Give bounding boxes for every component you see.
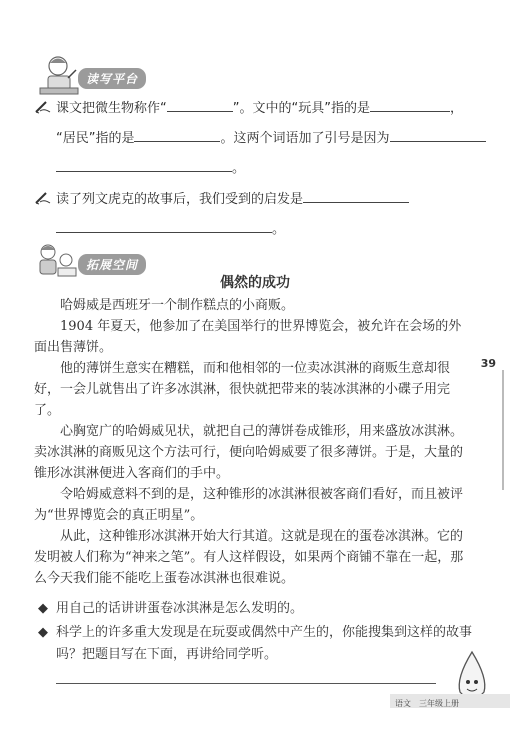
pen-write-icon — [34, 191, 52, 205]
question-1-line-1: 课文把微生物称作“ ”。文中的“玩具”指的是 ， — [56, 101, 463, 116]
bullet-text: 用自己的话讲讲蛋卷冰淇淋是怎么发明的。 — [56, 601, 304, 616]
answer-blank[interactable] — [56, 159, 232, 172]
story-paragraph: 1904 年夏天，他参加了在美国举行的世界博览会，被允许在会场的外面出售薄饼。 — [34, 319, 462, 355]
answer-blank[interactable] — [134, 129, 220, 142]
bullet-text: 科学上的许多重大发现是在玩耍或偶然中产生的，你能搜集到这样的故事吗？把题目写在下面，再讲给同学听。 — [56, 625, 473, 662]
page-number: 39 — [480, 357, 496, 370]
section-badge-reading-writing — [34, 52, 174, 98]
bullet-item — [38, 598, 478, 620]
question-2-line-2: 。 — [56, 220, 285, 238]
question-1-line-3: 。 — [56, 159, 245, 177]
footer-label: 语文 三年级上册 — [395, 699, 459, 708]
story-title: 偶然的成功 — [220, 275, 290, 291]
story-body — [34, 295, 466, 589]
pen-write-icon — [34, 100, 52, 114]
answer-line[interactable] — [56, 683, 436, 684]
answer-blank[interactable] — [370, 99, 450, 112]
answer-blank[interactable] — [167, 99, 233, 112]
bullet-item — [38, 622, 478, 666]
story-paragraph: 从此，这种锥形冰淇淋开始大行其道。这就是现在的蛋卷冰淇淋。它的发明被人们称为“神来之笔”。有人这样假设，如果两个商铺不靠在一起，那么今天我们能不能吃上蛋卷冰淇淋也很难说。 — [34, 529, 464, 586]
answer-blank[interactable] — [390, 129, 486, 142]
story-paragraph: 令哈姆威意料不到的是，这种锥形的冰淇淋很被客商们看好，而且被评为“世界博览会的真正明星”。 — [34, 487, 464, 523]
diamond-bullet-icon: ◆ — [38, 601, 48, 616]
answer-blank[interactable] — [56, 220, 272, 233]
question-1-line-2: “居民”指的是 。这两个词语加了引号是因为 — [56, 129, 486, 147]
story-paragraph: 他的薄饼生意实在糟糕，而和他相邻的一位卖冰淇淋的商贩生意却很好，一会儿就售出了许多冰淇淋，很快就把带来的装冰淇淋的小碟子用完了。 — [34, 361, 451, 418]
answer-blank[interactable] — [303, 190, 409, 203]
diamond-bullet-icon: ◆ — [38, 625, 48, 640]
story-paragraph: 哈姆威是西班牙一个制作糕点的小商贩。 — [60, 298, 295, 313]
question-2-line-1: 读了列文虎克的故事后，我们受到的启发是 — [56, 190, 409, 208]
badge-label: 拓展空间 — [78, 254, 146, 275]
student-writing-icon — [38, 54, 80, 98]
story-paragraph: 心胸宽广的哈姆威见状，就把自己的薄饼卷成锥形，用来盛放冰淇淋。卖冰淇淋的商贩见这个方法可行，便向哈姆威要了很多薄饼。于是，大量的锥形冰淇淋便进入客商们的手中。 — [34, 424, 464, 481]
side-rule — [502, 370, 504, 490]
badge-label: 读写平台 — [78, 68, 146, 89]
